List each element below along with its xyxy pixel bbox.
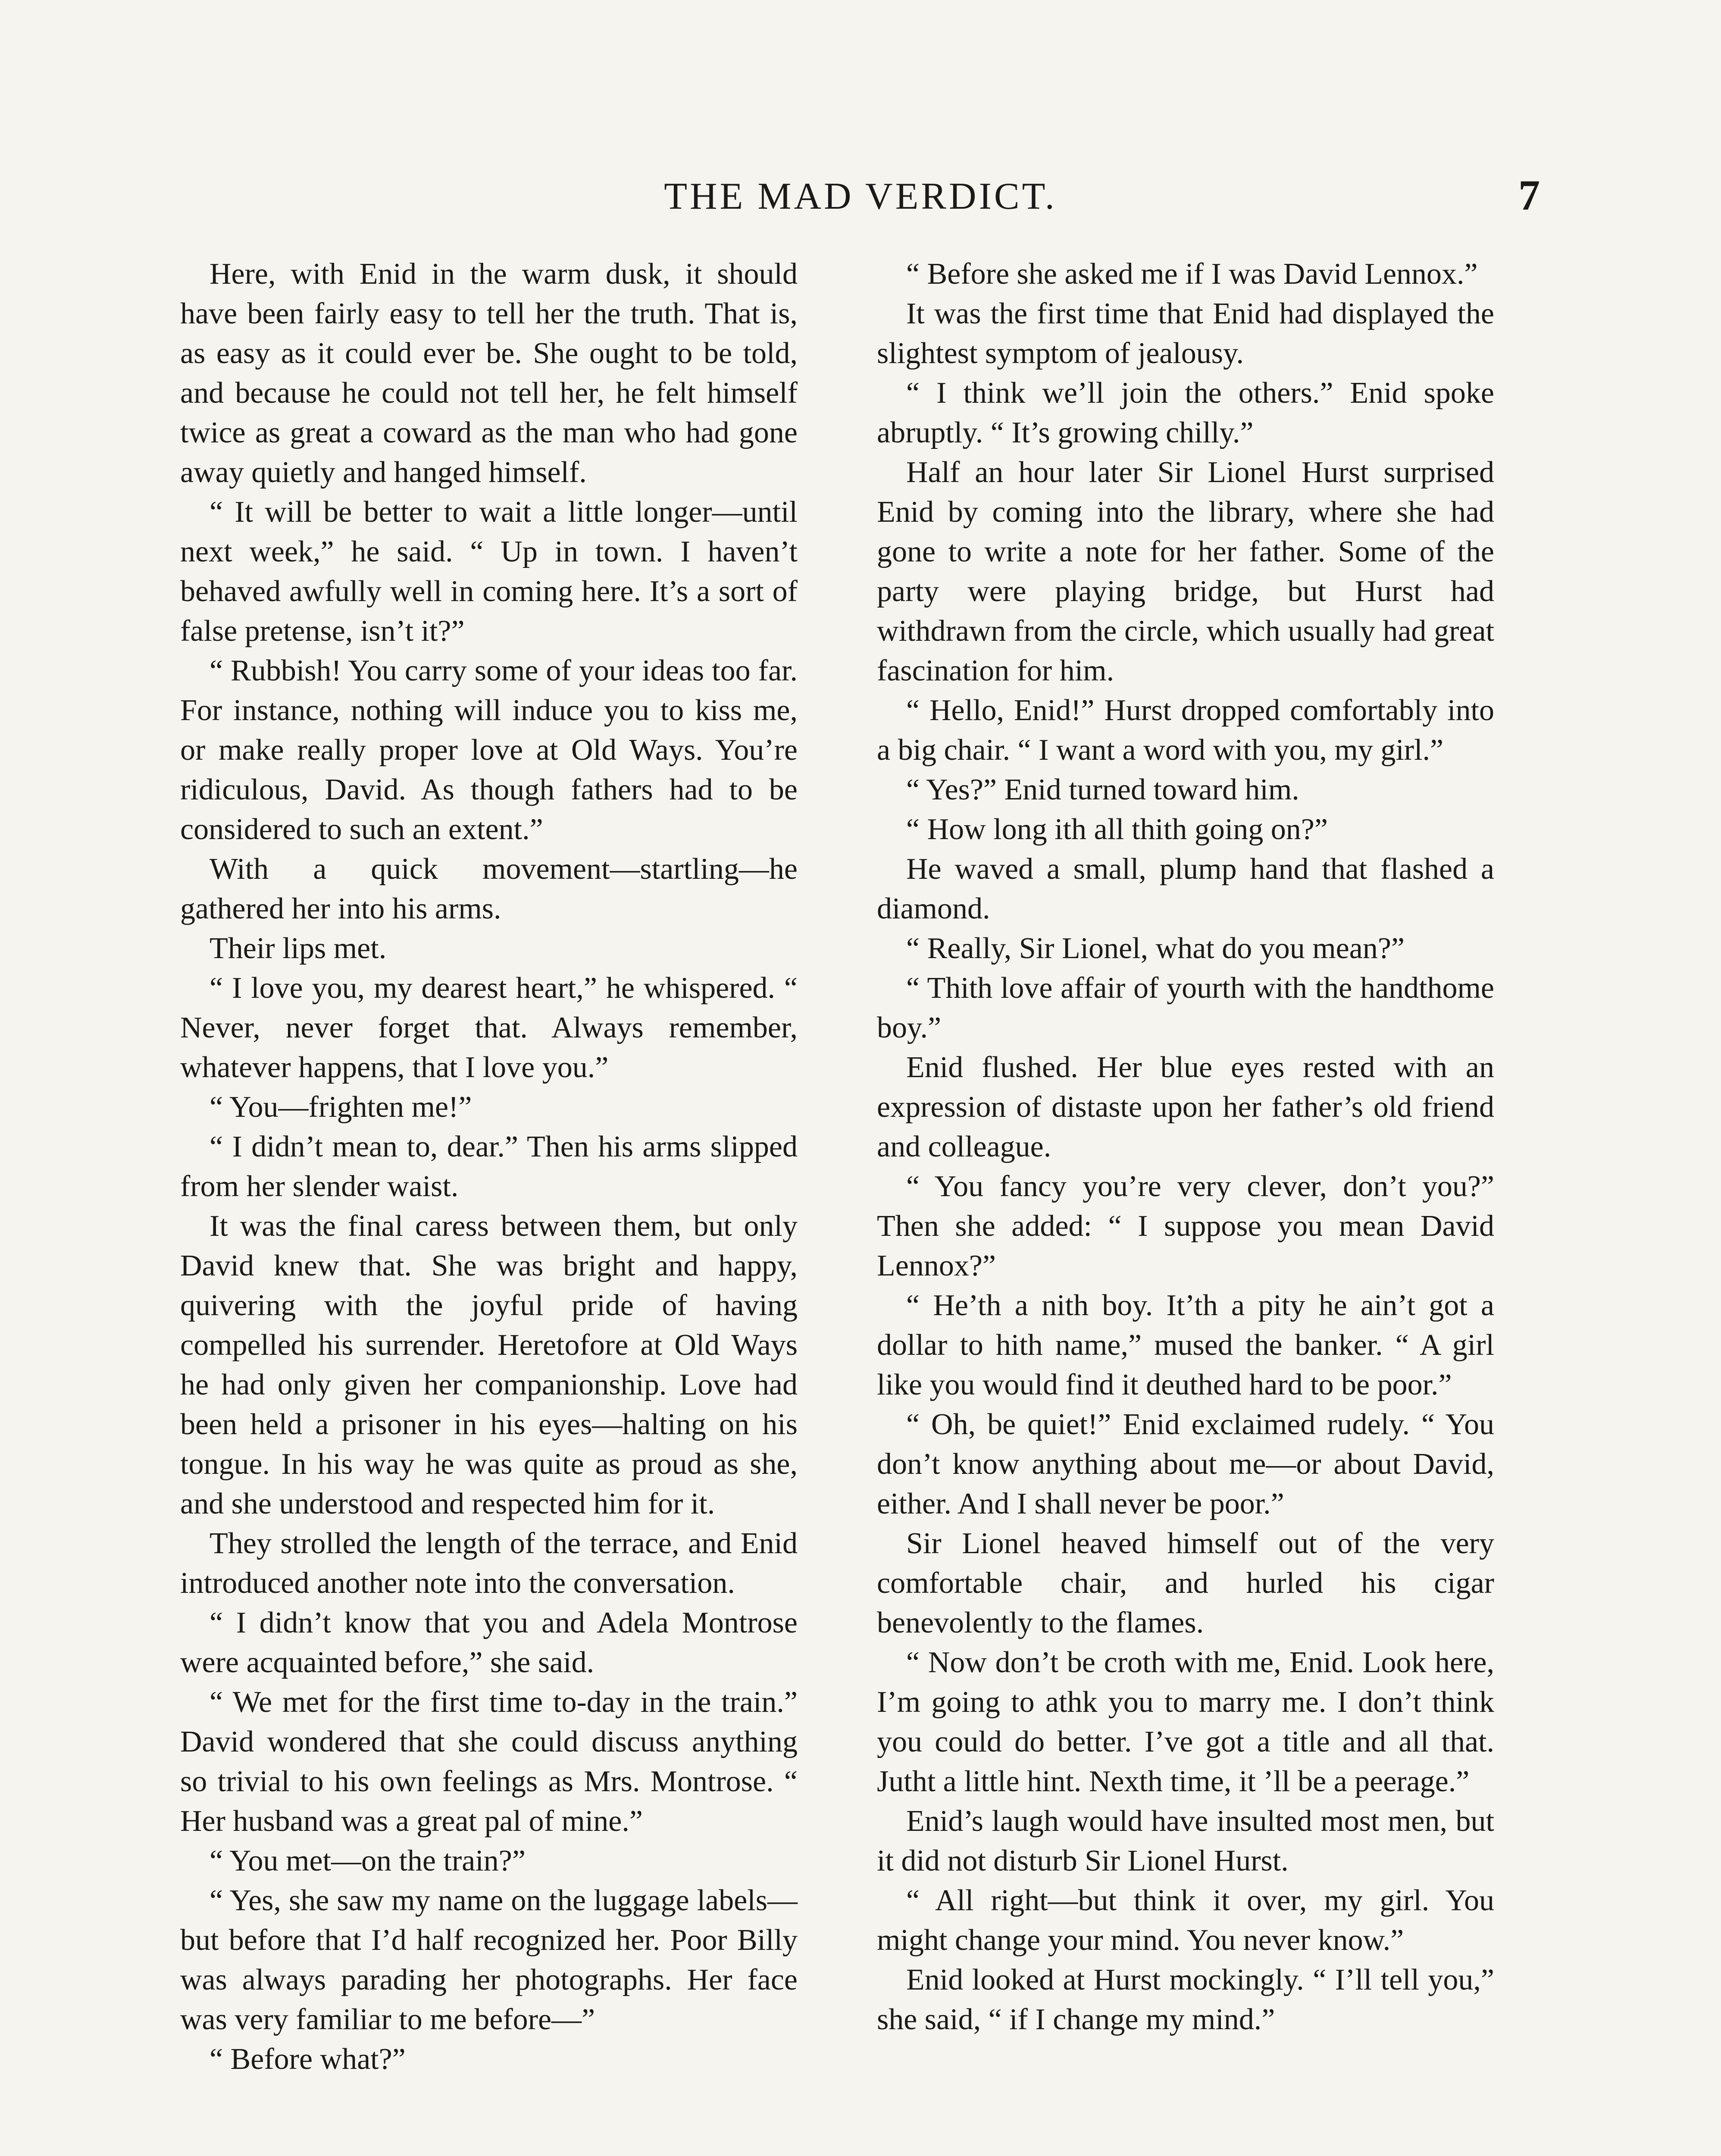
paragraph: Their lips met.: [210, 932, 387, 965]
paragraph: “ I think we’ll join the others.” Enid spoke abruptly. “ It’s growing chilly.”: [877, 376, 1494, 449]
left-column: [180, 254, 798, 2079]
page-header: [0, 170, 1721, 231]
paragraph: “ Rubbish! You carry some of your ideas too far. For instance, nothing will induce you to kiss me, or make really proper love at Old Ways. You’re ridiculous, David. As though fathers had to be considered to such an extent.”: [180, 654, 798, 846]
paragraph: “ You met—on the train?”: [210, 1844, 526, 1877]
paragraph: “ You fancy you’re very clever, don’t you?” Then she added: “ I suppose you mean David Lennox?”: [877, 1170, 1494, 1282]
paragraph: Here, with Enid in the warm dusk, it should have been fairly easy to tell her the truth. That is, as easy as it could ever be. She ought to be told, and because he could not tell her, he felt himself twice as great a coward as the man who had gone away quietly and hanged himself.: [180, 257, 798, 489]
paragraph: They strolled the length of the terrace, and Enid introduced another note into the conversation.: [180, 1527, 798, 1600]
paragraph: “ Oh, be quiet!” Enid exclaimed rudely. “ You don’t know anything about me—or about David, either. And I shall never be poor.”: [877, 1408, 1494, 1520]
paragraph: “ It will be better to wait a little longer—until next week,” he said. “ Up in town. I haven’t behaved awfully well in coming here. It’s a sort of false pretense, isn’t it?”: [180, 495, 798, 648]
paragraph: He waved a small, plump hand that flashed a diamond.: [877, 852, 1494, 925]
paragraph: “ Before what?”: [210, 2043, 406, 2076]
paragraph: “ We met for the first time to-day in the train.” David wondered that she could discuss anything so trivial to his own feelings as Mrs. Montrose. “ Her husband was a great pal of mine.”: [180, 1686, 798, 1838]
paragraph: “ Yes?” Enid turned toward him.: [906, 773, 1299, 806]
paragraph: “ Yes, she saw my name on the luggage labels—but before that I’d half recognized her. Poor Billy was always parading her photographs. Her face was very familiar to me before—”: [180, 1884, 798, 2036]
paragraph: “ I didn’t mean to, dear.” Then his arms slipped from her slender waist.: [180, 1130, 798, 1203]
paragraph: Enid’s laugh would have insulted most men, but it did not disturb Sir Lionel Hurst.: [877, 1805, 1494, 1877]
running-title: THE MAD VERDICT.: [664, 175, 1057, 217]
paragraph: “ Now don’t be croth with me, Enid. Look here, I’m going to athk you to marry me. I don’t think you could do better. I’ve got a title and all that. Jutht a little hint. Nexth time, it ’ll be a peerage.”: [877, 1646, 1494, 1798]
paragraph: “ Really, Sir Lionel, what do you mean?”: [906, 932, 1405, 965]
right-column: [877, 254, 1494, 2040]
paragraph: Enid looked at Hurst mockingly. “ I’ll tell you,” she said, “ if I change my mind.”: [877, 1963, 1494, 2036]
paragraph: “ Thith love affair of yourth with the handthome boy.”: [877, 971, 1494, 1044]
paragraph: Sir Lionel heaved himself out of the very comfortable chair, and hurled his cigar benevolently to the flames.: [877, 1527, 1494, 1639]
paragraph: With a quick movement—startling—he gathered her into his arms.: [180, 852, 798, 925]
page-number: 7: [1518, 171, 1540, 219]
paragraph: “ All right—but think it over, my girl. You might change your mind. You never know.”: [877, 1884, 1494, 1957]
paragraph: “ Hello, Enid!” Hurst dropped comfortably into a big chair. “ I want a word with you, my girl.”: [877, 694, 1494, 767]
paragraph: It was the final caress between them, but only David knew that. She was bright and happy, quivering with the joyful pride of having compelled his surrender. Heretofore at Old Ways he had only given her companionship. Love had been held a prisoner in his eyes—halting on his tongue. In his way he was quite as proud as she, and she understood and respected him for it.: [180, 1210, 798, 1520]
paragraph: Enid flushed. Her blue eyes rested with an expression of distaste upon her father’s old friend and colleague.: [877, 1051, 1494, 1163]
paragraph: “ I love you, my dearest heart,” he whispered. “ Never, never forget that. Always remember, whatever happens, that I love you.”: [180, 971, 798, 1084]
paragraph: “ How long ith all thith going on?”: [906, 813, 1328, 846]
paragraph: Half an hour later Sir Lionel Hurst surprised Enid by coming into the library, where she had gone to write a note for her father. Some of the party were playing bridge, but Hurst had withdrawn from the circle, which usually had great fascination for him.: [877, 456, 1494, 687]
paragraph: “ Before she asked me if I was David Lennox.”: [906, 257, 1478, 291]
paragraph: “ You—frighten me!”: [210, 1091, 472, 1124]
paragraph: “ He’th a nith boy. It’th a pity he ain’t got a dollar to hith name,” mused the banker. “ A girl like you would find it deuthed hard to be poor.”: [877, 1289, 1494, 1401]
paragraph: “ I didn’t know that you and Adela Montrose were acquainted before,” she said.: [180, 1606, 798, 1679]
paragraph: It was the first time that Enid had displayed the slightest symptom of jealousy.: [877, 297, 1494, 370]
